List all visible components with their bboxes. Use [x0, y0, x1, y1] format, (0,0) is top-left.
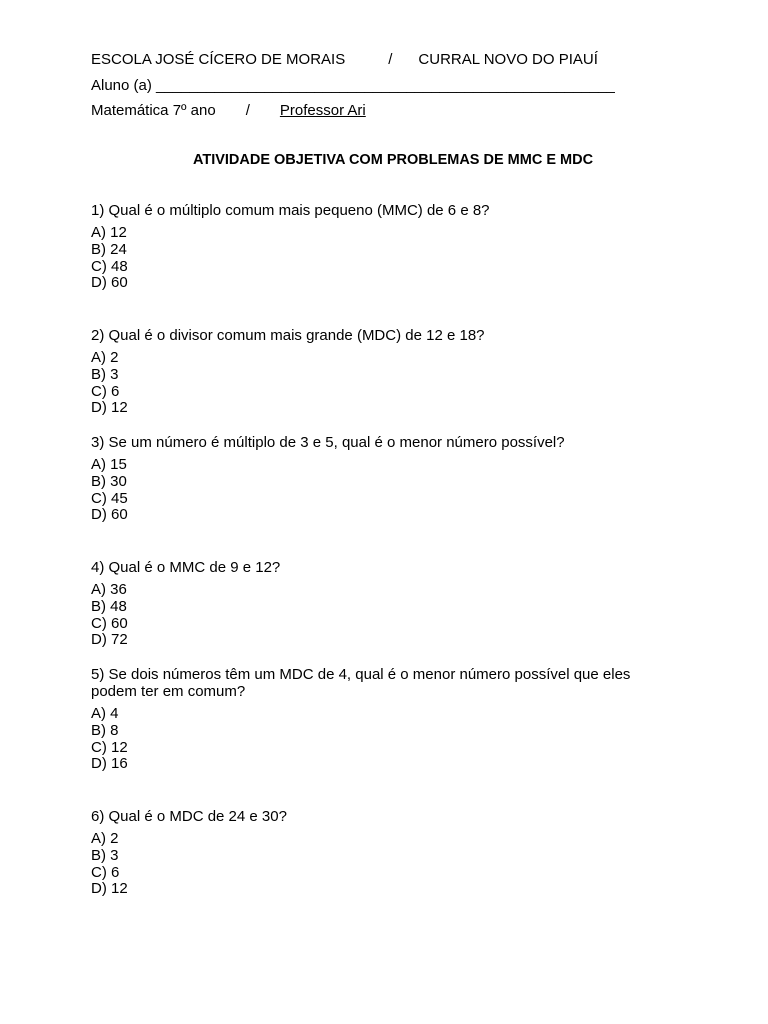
answer-option: B) 3: [91, 365, 119, 383]
question-1: [91, 202, 671, 292]
question-text: 5) Se dois números têm um MDC de 4, qual é o menor número possível que eles podem ter em comum?: [91, 666, 631, 700]
question-text: 1) Qual é o múltiplo comum mais pequeno (MMC) de 6 e 8?: [91, 202, 490, 219]
header-subject-line: [91, 102, 366, 119]
answer-option: C) 60: [91, 614, 128, 632]
answer-option: C) 12: [91, 738, 128, 756]
answer-option: B) 48: [91, 597, 127, 615]
question-text: 3) Se um número é múltiplo de 3 e 5, qual é o menor número possível?: [91, 434, 565, 451]
question-text: 4) Qual é o MMC de 9 e 12?: [91, 559, 281, 576]
answer-option: A) 12: [91, 224, 127, 241]
question-5: [91, 667, 671, 773]
header-separator: /: [388, 51, 393, 68]
answer-option: A) 4: [91, 705, 119, 722]
answer-option: D) 12: [91, 880, 128, 898]
answer-option: D) 12: [91, 399, 128, 417]
question-6: [91, 808, 671, 898]
teacher-name: Professor Ari: [279, 102, 366, 119]
question-text: 6) Qual é o MDC de 24 e 30?: [91, 808, 287, 825]
answer-option: C) 48: [91, 257, 128, 275]
answer-option: A) 15: [91, 456, 127, 473]
header-school-line: [91, 51, 598, 68]
answer-option: C) 45: [91, 489, 128, 507]
answer-option: D) 60: [91, 274, 128, 292]
answer-option: B) 3: [91, 846, 119, 864]
answer-option: D) 16: [91, 755, 128, 773]
answer-option: A) 2: [91, 830, 119, 847]
answer-option: C) 6: [91, 382, 120, 400]
question-text: 2) Qual é o divisor comum mais grande (MDC) de 12 e 18?: [91, 327, 485, 344]
answer-option: D) 60: [91, 506, 128, 524]
answer-option: D) 72: [91, 631, 128, 649]
subject-label: Matemática 7º ano: [91, 102, 216, 119]
school-name: ESCOLA JOSÉ CÍCERO DE MORAIS: [91, 51, 346, 68]
answer-option: A) 36: [91, 581, 127, 598]
question-3: [91, 434, 671, 524]
activity-title: ATIVIDADE OBJETIVA COM PROBLEMAS DE MMC E MDC: [192, 152, 594, 168]
answer-option: B) 30: [91, 472, 127, 490]
header-separator: /: [245, 102, 250, 119]
answer-option: C) 6: [91, 863, 120, 881]
answer-option: A) 2: [91, 349, 119, 366]
question-4: [91, 559, 671, 649]
question-2: [91, 327, 671, 417]
answer-option: B) 24: [91, 240, 127, 258]
city-name: CURRAL NOVO DO PIAUÍ: [418, 51, 598, 68]
answer-option: B) 8: [91, 721, 119, 739]
student-name-line: Aluno (a) _______________________________________________________: [91, 77, 615, 94]
